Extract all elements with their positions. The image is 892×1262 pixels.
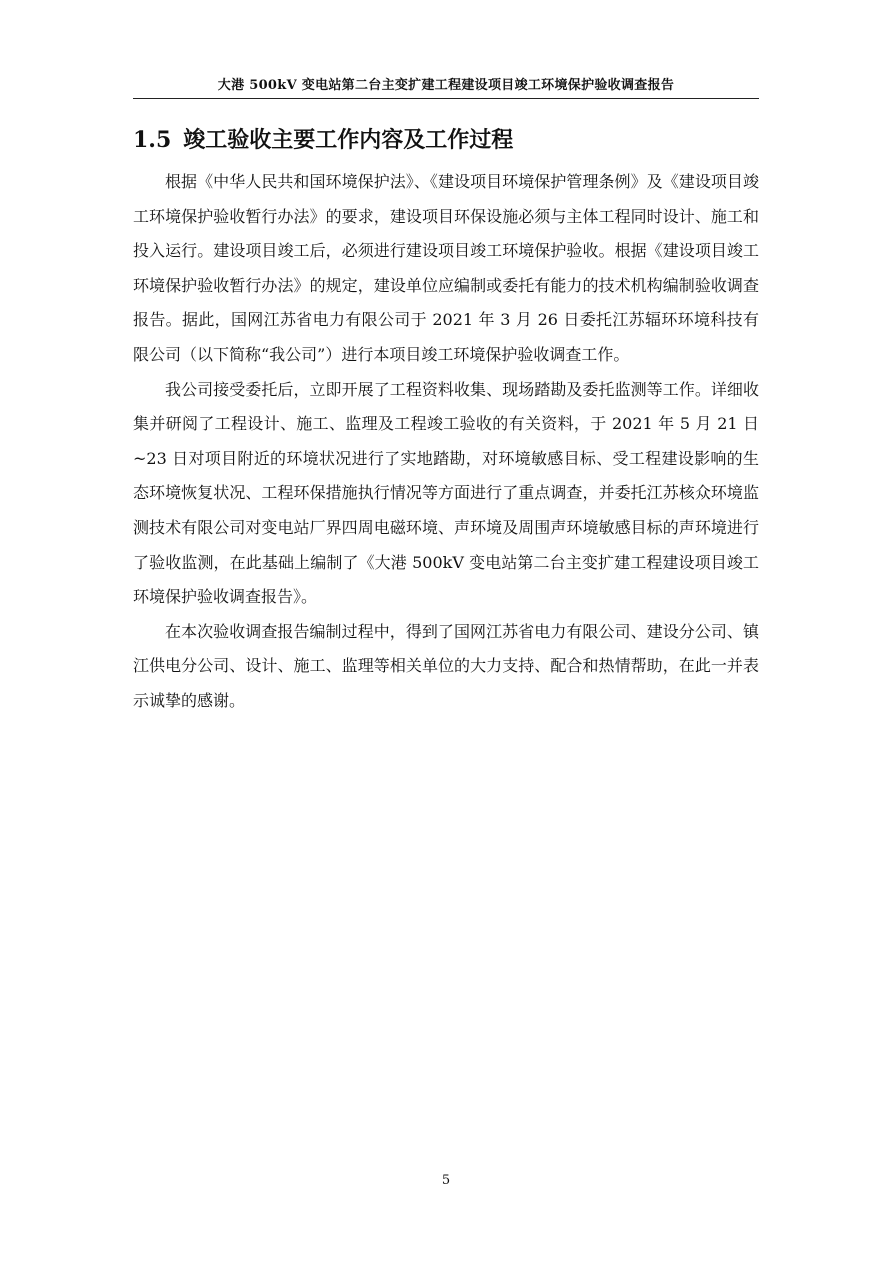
- body-text: [133, 165, 759, 719]
- section-number: 1.5: [133, 127, 172, 153]
- paragraph: 根据《中华人民共和国环境保护法》、《建设项目环境保护管理条例》及《建设项目竣工环境保护验收暂行办法》的要求，建设项目环保设施必须与主体工程同时设计、施工和投入运行。建设项目竣工后，必须进行建设项目竣工环境保护验收。根据《建设项目竣工环境保护验收暂行办法》的规定，建设单位应编制或委托有能力的技术机构编制验收调查报告。据此，国网江苏省电力有限公司于 2021 年 3 月 26 日委托江苏辐环环境科技有限公司（以下简称“我公司”）进行本项目竣工环境保护验收调查工作。: [133, 172, 759, 364]
- running-header: 大港 500kV 变电站第二台主变扩建工程建设项目竣工环境保护验收调查报告: [217, 78, 675, 93]
- paragraph: 在本次验收调查报告编制过程中，得到了国网江苏省电力有限公司、建设分公司、镇江供电分公司、设计、施工、监理等相关单位的大力支持、配合和热情帮助，在此一并表示诚挚的感谢。: [133, 621, 759, 710]
- header-rule: [133, 98, 759, 99]
- section-title: 竣工验收主要工作内容及工作过程: [183, 127, 514, 153]
- section-heading: [133, 124, 513, 156]
- paragraph: 我公司接受委托后，立即开展了工程资料收集、现场踏勘及委托监测等工作。详细收集并研阅了工程设计、施工、监理及工程竣工验收的有关资料，于 2021 年 5 月 21 日~23 日对项目附近的环境状况进行了实地踏勘，对环境敏感目标、受工程建设影响的生态环境恢复状况、工程环保措施执行情况等方面进行了重点调查，并委托江苏核众环境监测技术有限公司对变电站厂界四周电磁环境、声环境及周围声环境敏感目标的声环境进行了验收监测，在此基础上编制了《大港 500kV 变电站第二台主变扩建工程建设项目竣工环境保护验收调查报告》。: [133, 379, 759, 607]
- page-number: 5: [441, 1173, 451, 1188]
